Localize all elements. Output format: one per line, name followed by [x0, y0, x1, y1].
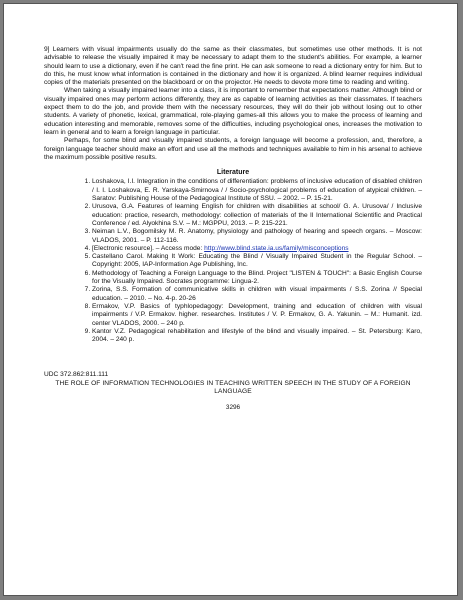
page-number: 3296 — [225, 404, 241, 412]
reference-link[interactable]: http://www.blind.state.ia.us/family/misconceptions — [204, 244, 349, 252]
reference-item — [92, 245, 422, 253]
reference-item — [92, 253, 422, 270]
reference-text: Zorina, S.S. Formation of communicative skills in children with visual impairments / S.S. Zorina // Special education. – 2010. – No. 4-p. 20-26 — [92, 286, 422, 302]
reference-text: Kantor V.Z. Pedagogical rehabilitation and lifestyle of the blind and visually impaired. – St. Petersburg: Karo, 2004. – 240 p. — [92, 327, 422, 344]
reference-item — [92, 178, 422, 203]
reference-text: Neiman L.V., Bogomilsky M. R. Anatomy, physiology and pathology of hearing and speech organs. – Moscow: VLADOS, 2001. – P. 112-116. — [92, 228, 422, 244]
literature-heading: Literature — [216, 169, 250, 177]
reference-text: [Electronic resource]. – Access mode: — [92, 244, 205, 252]
udc-code: UDC 372.862:811.111 — [44, 371, 109, 379]
paragraph-1: 9] Learners with visual impairments usually do the same as their classmates, but sometimes use other methods. It is not advisable to release the visually impaired it may be necessary to adapt them to the student's abilities. For example, a learner should learn to use a dictionary, even if he can't read the fine print. He can ask someone to read a dictionary entry for him. But to do this, he must know what information is contained in the dictionary and how it is organized. A blind learner requires individual copies of the materials presented on the blackboard or on the projector. He needs to devote more time to reading and writing. — [44, 46, 422, 87]
reference-item — [92, 270, 422, 287]
reference-item — [92, 203, 422, 228]
reference-item — [92, 228, 422, 245]
reference-text: Ermakov, V.P. Basics of typhlopedagogy: Development, training and education of children with visual impairments / V.P. Ermakov. higher. researches. Institutes / V. P. Ermakov, G. A. Yakunin. – M.: Humanit. izd. center VLADOS, 2000. – 240 p. — [92, 302, 422, 327]
reference-item — [92, 286, 422, 303]
reference-text: Loshakova, I.I. Integration in the conditions of differentiation: problems of inclusive education of disabled children / I. I. Loshakova, E. R. Yarskaya-Smirnova / / Socio-psychological problems of education of atypical children. – Saratov: Publishing House of the Pedagogical Institute of SSU. – 2002. – P. 15-21. — [92, 178, 422, 203]
reference-text: Castellano Carol. Making It Work: Educating the Blind / Visually Impaired Student in the Regular School. – Copyright: 2005, IAP-Information Age Publishing, Inc. — [92, 253, 422, 269]
reference-item — [92, 303, 422, 328]
page-content — [44, 46, 422, 413]
paragraph-3: Perhaps, for some blind and visually impaired students, a foreign language will become a profession, and, therefore, a foreign language teacher should make an effort and use all the methods and techniques available to him in his arsenal to achieve the maximum possible positive results. — [44, 137, 422, 161]
document-page — [3, 3, 458, 596]
reference-item — [92, 328, 422, 345]
reference-list — [44, 178, 422, 344]
article-title: THE ROLE OF INFORMATION TECHNOLOGIES IN TEACHING WRITTEN SPEECH IN THE STUDY OF A FOREIGN LANGUAGE — [55, 379, 411, 395]
paragraph-2: When taking a visually impaired learner into a class, it is important to remember that expectations matter. Although blind or visually impaired ones may perform actions differently, they are as capable of learning activities as their classmates. If teachers expect them to do the job, and provide them with the necessary resources, they will do their job without losing out to other students. A variety of phonetic, lexical, grammatical, role-playing games-all this allows you to make the process of learning and education interesting and memorable, removes some of the difficulties, including psychological ones, increases the motivation to learn in general and to learn a foreign language in particular. — [44, 87, 422, 136]
reference-text: Urusova, G.A. Features of learning English for children with disabilities at school/ G. A. Urusova/ / Inclusive education: practice, research, methodology: collection of materials of the II International Scientific and Practical Conference / ed. Alyokhina S.V. – M.: MGPPU, 2013. – P. 215-221. — [92, 203, 422, 227]
reference-text: Methodology of Teaching a Foreign Language to the Blind. Project "LISTEN & TOUCH": a Basic English Course for the Visually Impaired. Socrates programme: Lingua-2. — [92, 269, 422, 286]
